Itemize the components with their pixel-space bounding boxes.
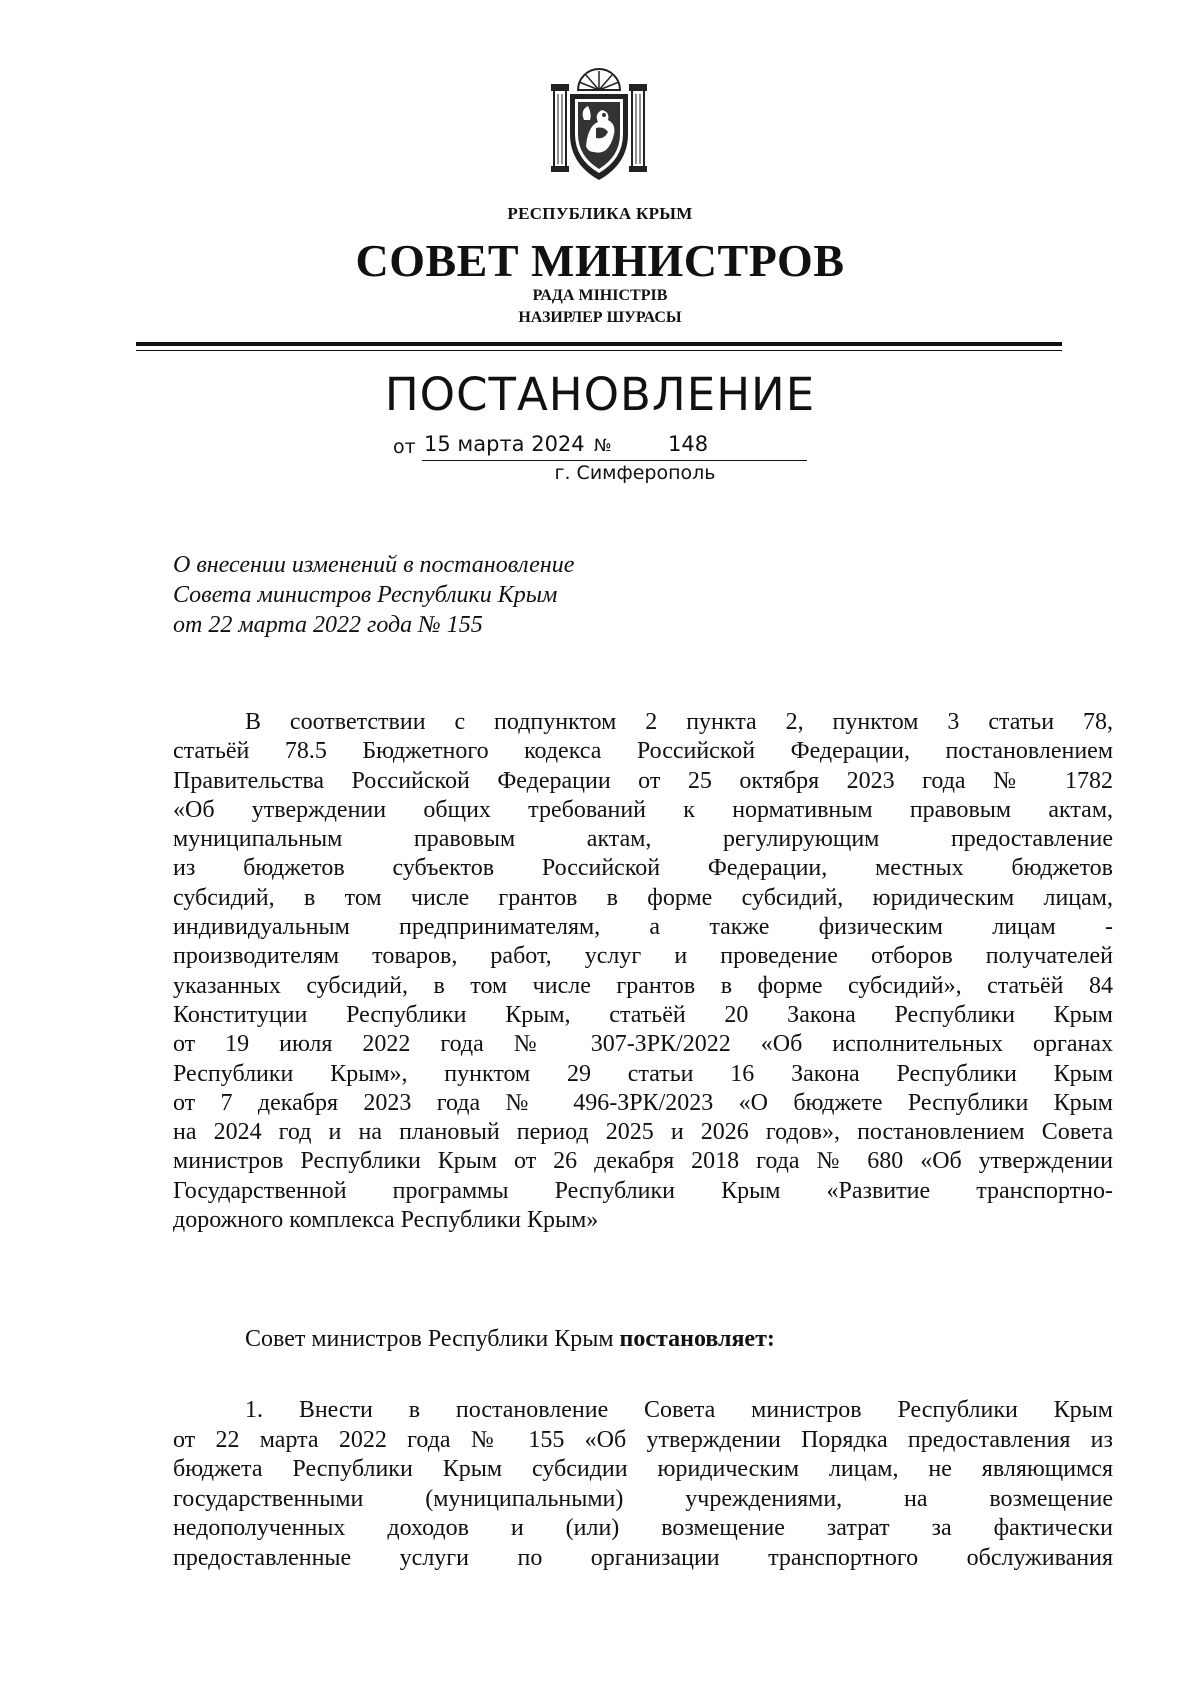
council-of-ministers-title: СОВЕТ МИНИСТРОВ <box>355 235 845 286</box>
subject-line: О внесении изменений в постановление <box>173 552 575 578</box>
crimean-tatar-council-name: НАЗИРЛЕР ШУРАСЫ <box>518 309 682 326</box>
preamble-line: «Об утверждении общих требований к нормативным правовым актам, <box>173 796 1113 823</box>
item-line: государственными (муниципальными) учреждениями, на возмещение <box>173 1485 1113 1512</box>
item-1-paragraph <box>173 1396 1113 1573</box>
preamble-line: из бюджетов субъектов Российской Федерации, местных бюджетов <box>173 855 1113 882</box>
subject-line: от 22 марта 2022 года № 155 <box>173 612 483 638</box>
date-number-line <box>393 432 811 462</box>
document-subject <box>173 550 873 640</box>
subject-line: Совета министров Республики Крым <box>173 582 558 608</box>
republic-name: РЕСПУБЛИКА КРЫМ <box>507 204 693 223</box>
item-line: предоставленные услуги по организации транспортного обслуживания <box>173 1544 1113 1571</box>
coat-of-arms-of-crimea-icon <box>548 68 650 188</box>
preamble-line: на 2024 год и на плановый период 2025 и 2026 годов», постановлением Совета <box>173 1119 1113 1146</box>
city-name: г. Симферополь <box>554 462 716 484</box>
resolution-verb: постановляет: <box>619 1326 775 1352</box>
preamble-line: производителям товаров, работ, услуг и проведение отборов получателей <box>173 943 1113 970</box>
header-divider-thick <box>136 342 1062 346</box>
ukrainian-council-name: РАДА МІНІСТРІВ <box>532 287 668 304</box>
preamble-line: министров Республики Крым от 26 декабря 2018 года № 680 «Об утверждении <box>173 1148 1113 1175</box>
preamble-line: субсидий, в том числе грантов в форме субсидий, юридическим лицам, <box>173 884 1113 911</box>
preamble-line: Правительства Российской Федерации от 25 октября 2023 года № 1782 <box>173 767 1113 794</box>
item-line: 1. Внести в постановление Совета министров Республики Крым <box>245 1397 1113 1423</box>
item-line: от 22 марта 2022 года № 155 «Об утверждении Порядка предоставления из <box>173 1426 1113 1453</box>
document-date: 15 марта 2024 <box>424 432 585 456</box>
preamble-line: указанных субсидий, в том числе грантов в форме субсидий», статьёй 84 <box>173 972 1113 999</box>
preamble-line: от 7 декабря 2023 года № 496-ЗРК/2023 «О бюджете Республики Крым <box>173 1089 1113 1116</box>
preamble-line: Государственной программы Республики Крым «Развитие транспортно- <box>173 1177 1113 1204</box>
preamble-paragraph <box>173 708 1113 1235</box>
item-line: недополученных доходов и (или) возмещение затрат за фактически <box>173 1515 1113 1541</box>
number-label: № <box>594 436 612 456</box>
preamble-line: от 19 июля 2022 года № 307-ЗРК/2022 «Об исполнительных органах <box>173 1031 1113 1058</box>
header-divider-thin <box>136 350 1062 351</box>
item-line: бюджета Республики Крым субсидии юридическим лицам, не являющимся <box>173 1456 1113 1482</box>
document-type-title: ПОСТАНОВЛЕНИЕ <box>384 368 816 421</box>
date-underline <box>422 460 807 461</box>
preamble-line: В соответствии с подпунктом 2 пункта 2, пунктом 3 статьи 78, <box>245 709 1113 735</box>
preamble-line: Республики Крым», пунктом 29 статьи 16 Закона Республики Крым <box>173 1060 1113 1087</box>
document-number: 148 <box>668 432 709 456</box>
preamble-line: индивидуальным предпринимателям, а также физическим лицам - <box>173 914 1113 941</box>
preamble-line: дорожного комплекса Республики Крым» <box>173 1207 599 1234</box>
resolution-lead: Совет министров Республики Крым <box>245 1326 614 1352</box>
date-prefix: от <box>393 436 416 458</box>
preamble-line: муниципальным правовым актам, регулирующим предоставление <box>173 826 1113 853</box>
preamble-line: статьёй 78.5 Бюджетного кодекса Российской Федерации, постановлением <box>173 738 1113 765</box>
resolution-statement <box>245 1326 775 1353</box>
preamble-line: Конституции Республики Крым, статьёй 20 Закона Республики Крым <box>173 1001 1113 1028</box>
